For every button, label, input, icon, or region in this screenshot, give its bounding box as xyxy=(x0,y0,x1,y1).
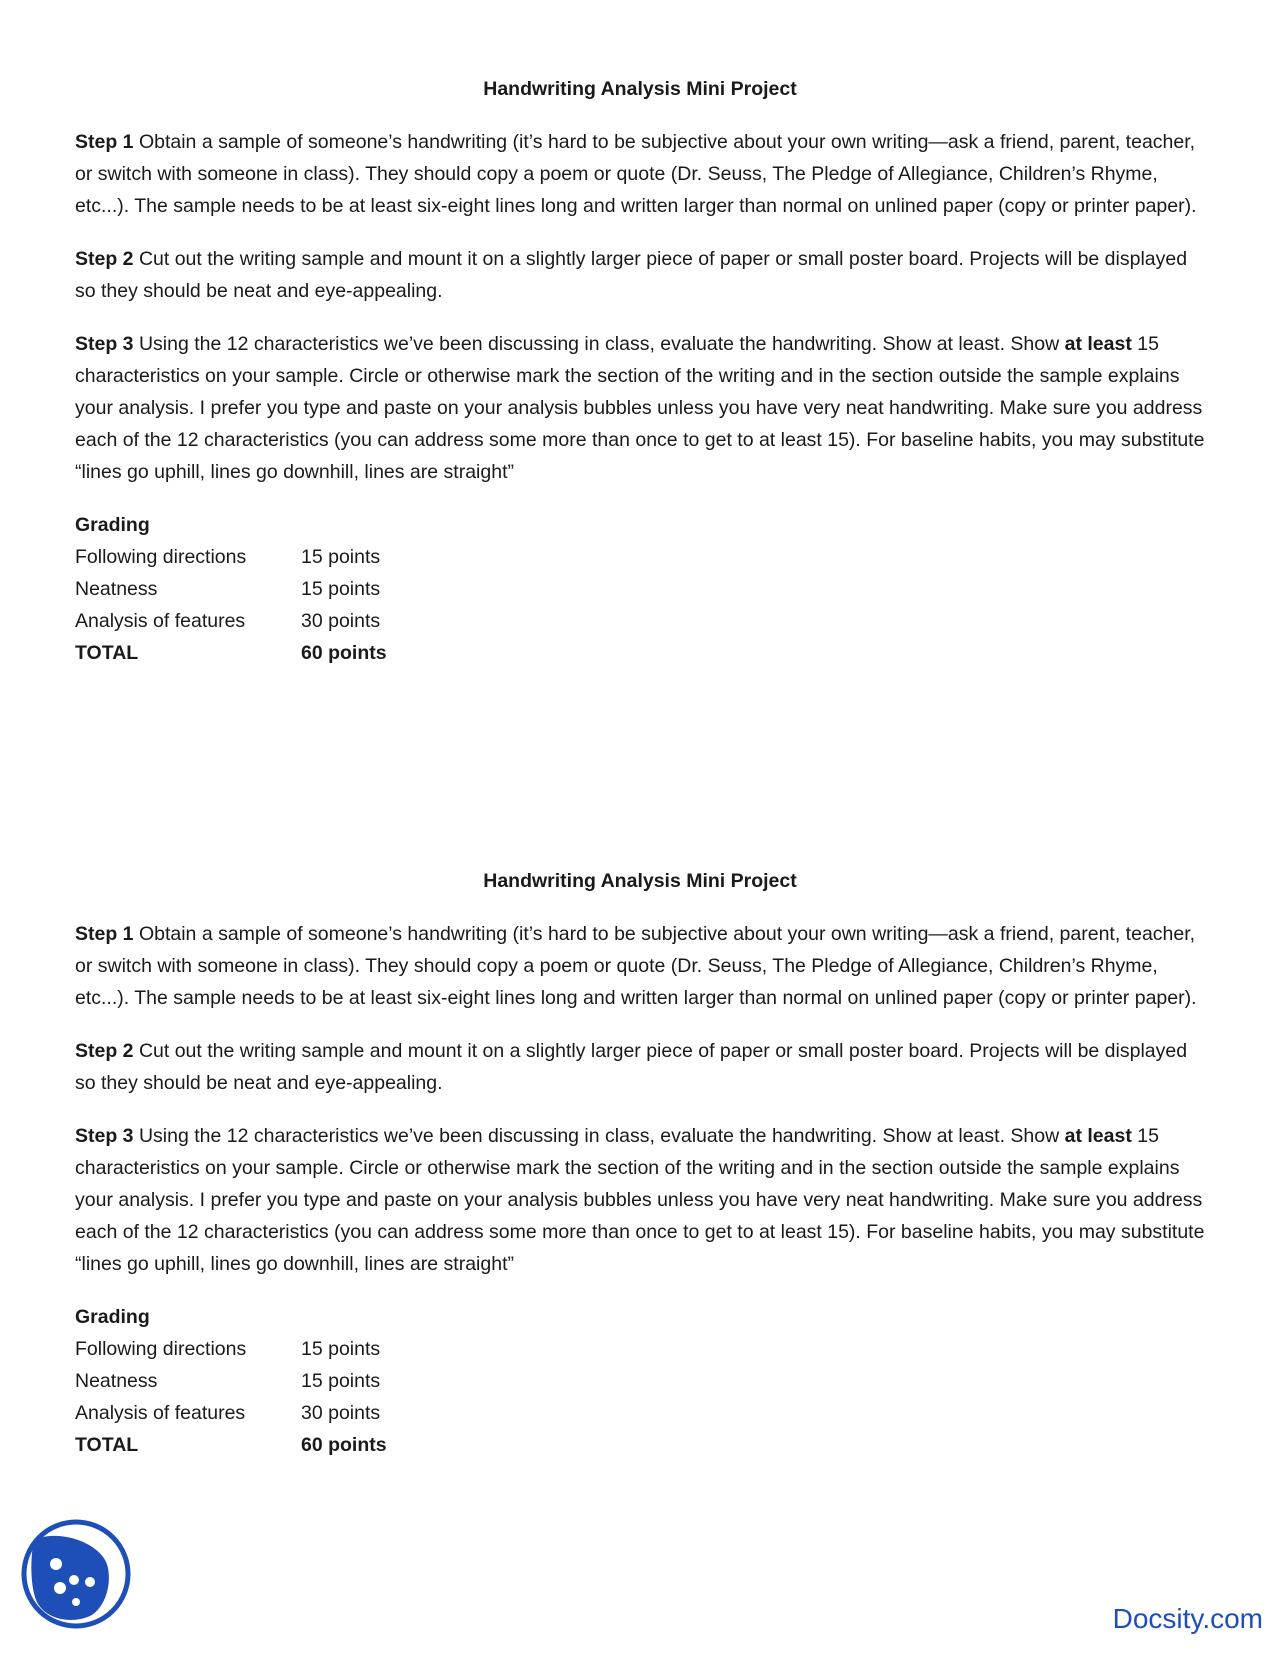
grading-label: Analysis of features xyxy=(75,610,246,632)
grading-row xyxy=(75,605,1205,637)
step-2-label: Step 2 xyxy=(75,248,134,270)
step-2-text: Cut out the writing sample and mount it on a slightly larger piece of paper or small poster board. Projects will be displayed so they should be neat and eye-appealing. xyxy=(75,1040,1188,1094)
step-3-paragraph xyxy=(75,1120,1205,1280)
step-3-text-a: Using the 12 characteristics we’ve been discussing in class, evaluate the handwriting. Show at least. Show xyxy=(133,1125,1065,1147)
grading-row xyxy=(75,1333,1205,1365)
grading-total-row xyxy=(75,637,1205,669)
step-3-text-b: 15 characteristics on your sample. Circle or otherwise mark the section of the writing and in the section outside the sample explains your analysis. I prefer you type and paste on your analysis bubbles unless you have very neat handwriting. Make sure you address each of the 12 characteristics (you can address some more than once to get to at least 15). For baseline habits, you may substitute “lines go uphill, lines go downhill, lines are straight” xyxy=(75,333,1205,483)
step-3-paragraph xyxy=(75,328,1205,488)
step-1-label: Step 1 xyxy=(75,923,134,945)
grading-points: 30 points xyxy=(301,1402,381,1424)
grading-total-points: 60 points xyxy=(301,642,387,664)
docsity-watermark[interactable]: Docsity.com xyxy=(1112,1603,1263,1634)
handout-bottom xyxy=(75,865,1205,1461)
grading-label: Following directions xyxy=(75,546,247,568)
grading-total-label: TOTAL xyxy=(75,1434,139,1456)
grading-points: 15 points xyxy=(301,1370,381,1392)
grading-row xyxy=(75,1397,1205,1429)
grading-row xyxy=(75,1365,1205,1397)
grading-section xyxy=(75,509,1205,669)
step-1-text: Obtain a sample of someone’s handwriting (it’s hard to be subjective about your own writing—ask a friend, parent, teacher, or switch with someone in class). They should copy a poem or quote (Dr. Seuss, The Pledge of Allegiance, Children’s Rhyme, etc...). The sample needs to be at least six-eight lines long and written larger than normal on unlined paper (copy or printer paper). xyxy=(75,131,1197,217)
handout-title: Handwriting Analysis Mini Project xyxy=(483,870,797,892)
step-3-label: Step 3 xyxy=(75,333,134,355)
step-1-paragraph xyxy=(75,918,1205,1014)
grading-section xyxy=(75,1301,1205,1461)
step-3-text-b: 15 characteristics on your sample. Circle or otherwise mark the section of the writing and in the section outside the sample explains your analysis. I prefer you type and paste on your analysis bubbles unless you have very neat handwriting. Make sure you address each of the 12 characteristics (you can address some more than once to get to at least 15). For baseline habits, you may substitute “lines go uphill, lines go downhill, lines are straight” xyxy=(75,1125,1205,1275)
step-1-paragraph xyxy=(75,126,1205,222)
step-2-paragraph xyxy=(75,243,1205,307)
grading-heading: Grading xyxy=(75,514,150,536)
grading-points: 15 points xyxy=(301,578,381,600)
step-3-bold: at least xyxy=(1064,333,1132,355)
handout-top xyxy=(75,73,1205,669)
grading-total-row xyxy=(75,1429,1205,1461)
grading-total-label: TOTAL xyxy=(75,642,139,664)
grading-label: Neatness xyxy=(75,1370,158,1392)
step-3-text-a: Using the 12 characteristics we’ve been discussing in class, evaluate the handwriting. Show at least. Show xyxy=(133,333,1065,355)
grading-points: 15 points xyxy=(301,546,381,568)
step-2-label: Step 2 xyxy=(75,1040,134,1062)
handout-title: Handwriting Analysis Mini Project xyxy=(483,78,797,100)
step-3-label: Step 3 xyxy=(75,1125,134,1147)
step-2-paragraph xyxy=(75,1035,1205,1099)
step-3-bold: at least xyxy=(1064,1125,1132,1147)
grading-label: Analysis of features xyxy=(75,1402,246,1424)
docsity-logo-icon xyxy=(20,1518,132,1630)
grading-heading: Grading xyxy=(75,1306,150,1328)
grading-row xyxy=(75,573,1205,605)
grading-row xyxy=(75,541,1205,573)
step-2-text: Cut out the writing sample and mount it on a slightly larger piece of paper or small poster board. Projects will be displayed so they should be neat and eye-appealing. xyxy=(75,248,1188,302)
grading-points: 15 points xyxy=(301,1338,381,1360)
grading-label: Following directions xyxy=(75,1338,247,1360)
grading-total-points: 60 points xyxy=(301,1434,387,1456)
step-1-label: Step 1 xyxy=(75,131,134,153)
step-1-text: Obtain a sample of someone’s handwriting (it’s hard to be subjective about your own writing—ask a friend, parent, teacher, or switch with someone in class). They should copy a poem or quote (Dr. Seuss, The Pledge of Allegiance, Children’s Rhyme, etc...). The sample needs to be at least six-eight lines long and written larger than normal on unlined paper (copy or printer paper). xyxy=(75,923,1197,1009)
grading-label: Neatness xyxy=(75,578,158,600)
grading-points: 30 points xyxy=(301,610,381,632)
